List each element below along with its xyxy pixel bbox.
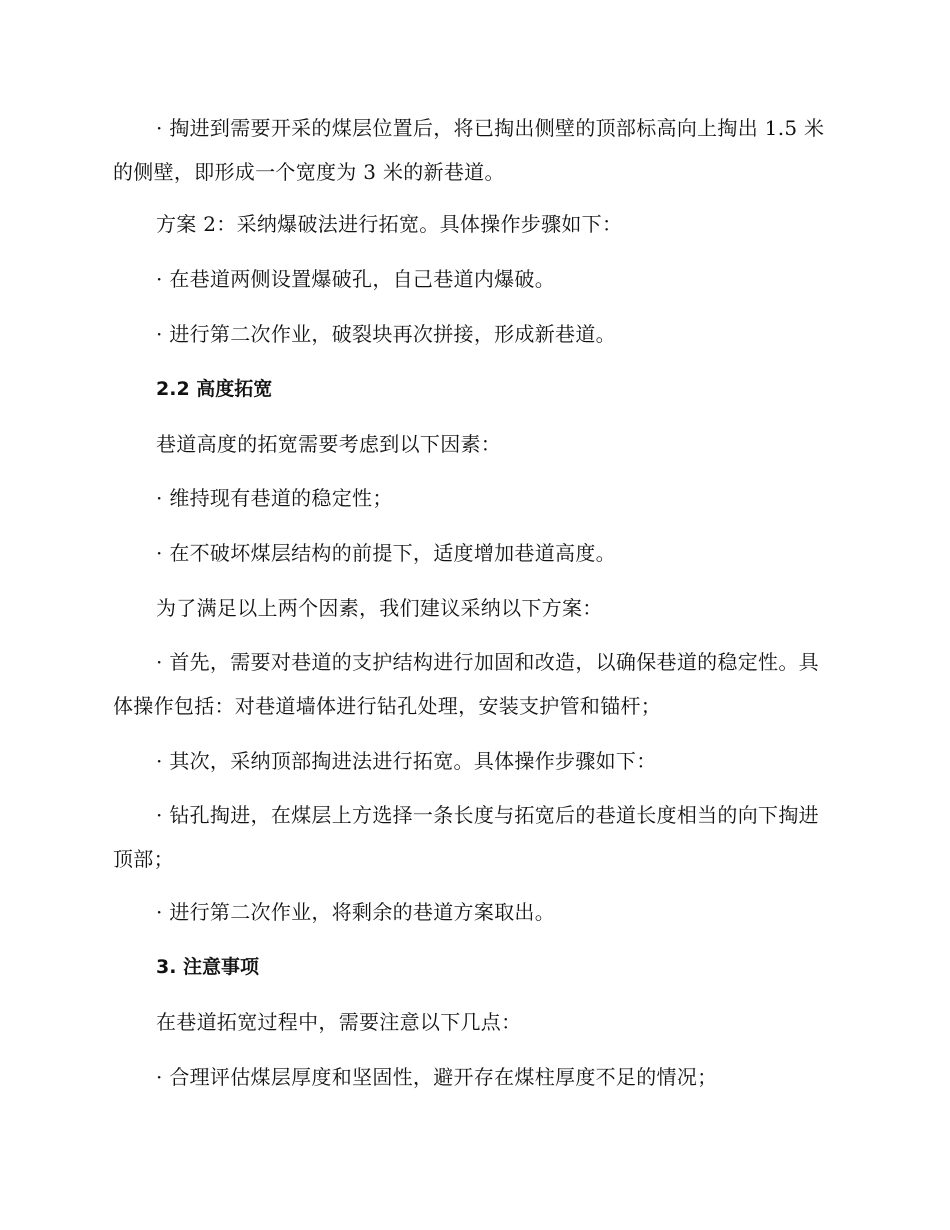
section-heading-notes: 3. 注意事项 bbox=[156, 956, 260, 978]
paragraph-increase-height: · 在不破坏煤层结构的前提下，适度增加巷道高度。 bbox=[156, 541, 616, 565]
paragraph-maintain-stability: · 维持现有巷道的稳定性； bbox=[156, 486, 393, 510]
paragraph-top-excavation: · 其次，采纳顶部掏进法进行拓宽。具体操作步骤如下： bbox=[156, 749, 657, 773]
paragraph-reinforce-support: · 首先，需要对巷道的支护结构进行加固和改造，以确保巷道的稳定性。具体操作包括：对巷道墙体进行钻孔处理，安装支护管和锚杆； bbox=[113, 650, 819, 718]
section-heading-height-widening: 2.2 高度拓宽 bbox=[156, 378, 273, 400]
paragraph-blast-holes: · 在巷道两侧设置爆破孔，自己巷道内爆破。 bbox=[156, 267, 556, 291]
paragraph-height-factors: 巷道高度的拓宽需要考虑到以下因素： bbox=[156, 432, 502, 456]
paragraph-notes-intro: 在巷道拓宽过程中，需要注意以下几点： bbox=[156, 1010, 522, 1034]
paragraph-remove-remaining: · 进行第二次作业，将剩余的巷道方案取出。 bbox=[156, 900, 556, 924]
paragraph-drill-excavate: · 钻孔掏进，在煤层上方选择一条长度与拓宽后的巷道长度相当的向下掏进顶部； bbox=[113, 803, 819, 871]
paragraph-plan-2: 方案 2：采纳爆破法进行拓宽。具体操作步骤如下： bbox=[156, 212, 623, 236]
paragraph-second-operation: · 进行第二次作业，破裂块再次拼接，形成新巷道。 bbox=[156, 322, 616, 346]
paragraph-evaluate-coal: · 合理评估煤层厚度和坚固性，避开存在煤柱厚度不足的情况； bbox=[156, 1065, 718, 1089]
paragraph-recommend-plan: 为了满足以上两个因素，我们建议采纳以下方案： bbox=[156, 596, 603, 620]
paragraph-excavate-side-wall: · 掏进到需要开采的煤层位置后，将已掏出侧壁的顶部标高向上掏出 1.5 米的侧壁，即形成一个宽度为 3 米的新巷道。 bbox=[113, 116, 825, 184]
